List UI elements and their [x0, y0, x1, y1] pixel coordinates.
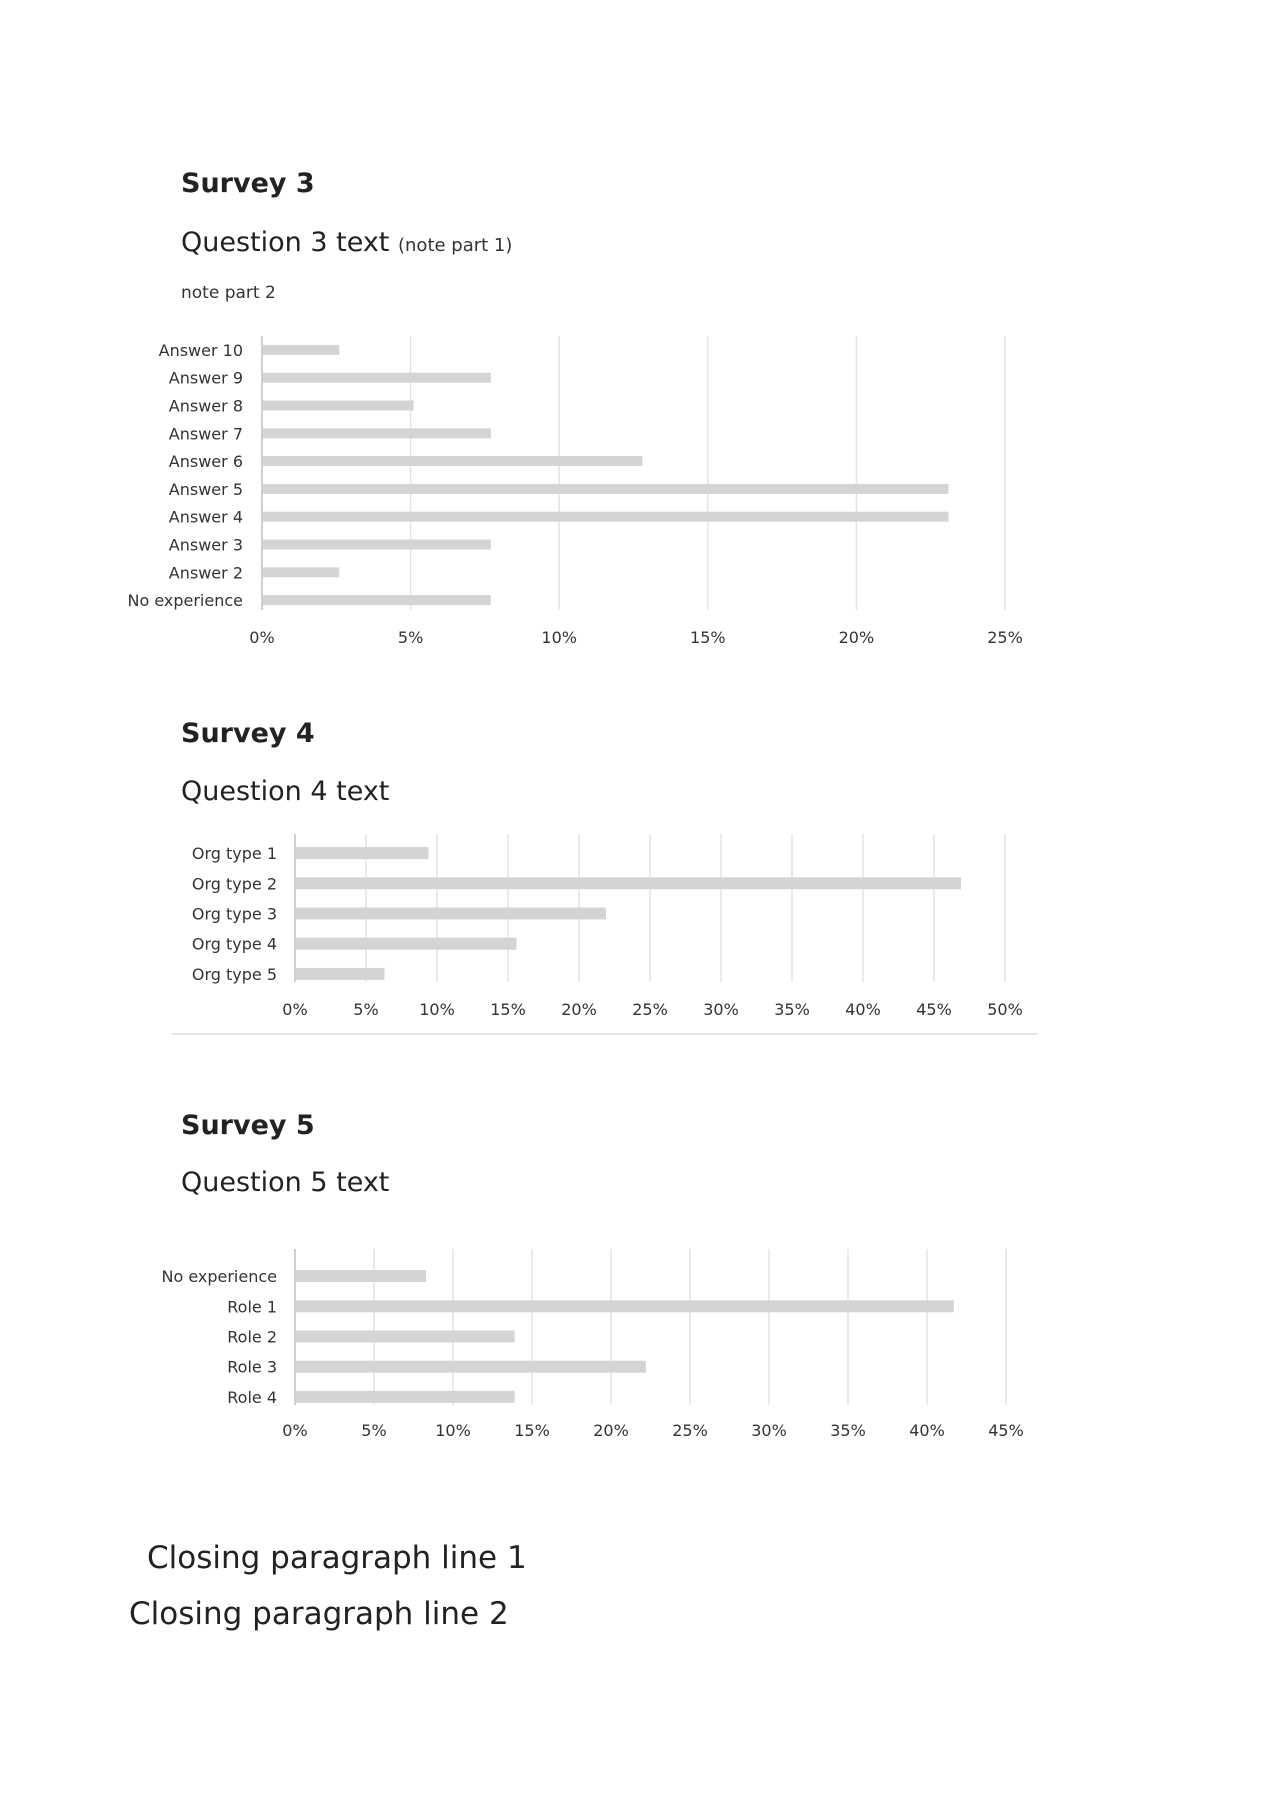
survey3-note-part2: note part 2 — [181, 283, 276, 303]
survey3-question — [181, 227, 512, 258]
bar — [296, 1270, 426, 1282]
tick-label: 15% — [690, 628, 726, 647]
survey3-heading: Survey 3 — [181, 168, 315, 199]
tick-label: 0% — [282, 1421, 308, 1440]
closing-paragraph-line1: Closing paragraph line 1 — [147, 1540, 527, 1576]
tick-label: 20% — [838, 628, 875, 647]
category-label: Answer 8 — [168, 396, 243, 416]
survey4-question: Question 4 text — [181, 776, 390, 807]
tick-label: 5% — [397, 628, 424, 647]
category-label: Answer 10 — [158, 340, 243, 360]
bar — [263, 595, 491, 605]
tick-label: 0% — [282, 1000, 308, 1019]
tick-label: 10% — [419, 1000, 455, 1019]
category-label: Role 2 — [227, 1327, 277, 1347]
category-label: Role 1 — [227, 1297, 277, 1317]
survey4-heading: Survey 4 — [181, 718, 315, 749]
tick-label: 15% — [514, 1421, 550, 1440]
category-label: Answer 6 — [168, 452, 243, 472]
survey3-chart — [0, 330, 1280, 660]
closing-paragraph-line2: Closing paragraph line 2 — [129, 1596, 509, 1632]
bar — [263, 401, 414, 411]
category-label: No experience — [161, 1267, 277, 1287]
bar — [296, 877, 961, 889]
survey5-question: Question 5 text — [181, 1167, 390, 1198]
tick-label: 10% — [435, 1421, 471, 1440]
bar — [263, 428, 491, 438]
bar — [296, 1331, 515, 1343]
bar — [296, 968, 384, 980]
bar — [263, 540, 491, 550]
divider — [172, 1033, 1038, 1035]
bar — [263, 567, 339, 577]
category-label: Role 4 — [227, 1387, 277, 1407]
tick-label: 35% — [830, 1421, 866, 1440]
tick-label: 5% — [361, 1421, 387, 1440]
category-label: Answer 3 — [168, 535, 243, 555]
bar — [263, 484, 949, 494]
survey3-note-part1: (note part 1) — [398, 235, 513, 256]
category-label: Org type 2 — [191, 874, 277, 894]
tick-label: 15% — [490, 1000, 526, 1019]
tick-label: 45% — [988, 1421, 1024, 1440]
tick-label: 20% — [593, 1421, 629, 1440]
tick-label: 5% — [353, 1000, 379, 1019]
tick-label: 30% — [703, 1000, 739, 1019]
survey5-heading: Survey 5 — [181, 1110, 315, 1141]
category-label: Org type 4 — [191, 934, 277, 954]
tick-label: 10% — [541, 628, 577, 647]
bar — [296, 847, 428, 859]
category-label: Answer 7 — [168, 424, 243, 444]
tick-label: 30% — [751, 1421, 787, 1440]
tick-label: 40% — [909, 1421, 945, 1440]
bar — [263, 456, 642, 466]
tick-label: 50% — [987, 1000, 1023, 1019]
tick-label: 25% — [672, 1421, 708, 1440]
survey3-question-text: Question 3 text — [181, 227, 390, 258]
bar — [296, 908, 606, 920]
category-label: Answer 5 — [168, 479, 243, 499]
bar — [263, 512, 949, 522]
category-label: Org type 3 — [191, 904, 277, 924]
bar — [296, 1391, 515, 1403]
bar — [263, 345, 339, 355]
bar — [296, 1361, 646, 1373]
tick-label: 20% — [561, 1000, 597, 1019]
tick-label: 45% — [916, 1000, 952, 1019]
category-label: No experience — [127, 591, 243, 611]
category-label: Answer 9 — [168, 368, 243, 388]
category-label: Org type 5 — [191, 964, 277, 984]
survey4-chart — [0, 830, 1280, 1030]
tick-label: 0% — [249, 628, 275, 647]
tick-label: 40% — [845, 1000, 881, 1019]
bar — [296, 938, 517, 950]
bar — [296, 1300, 954, 1312]
tick-label: 25% — [632, 1000, 668, 1019]
category-label: Answer 2 — [168, 563, 243, 583]
tick-label: 25% — [987, 628, 1023, 647]
category-label: Org type 1 — [191, 844, 277, 864]
survey5-chart — [0, 1245, 1280, 1445]
category-label: Role 3 — [227, 1357, 277, 1377]
tick-label: 35% — [774, 1000, 810, 1019]
category-label: Answer 4 — [168, 507, 243, 527]
bar — [263, 373, 491, 383]
